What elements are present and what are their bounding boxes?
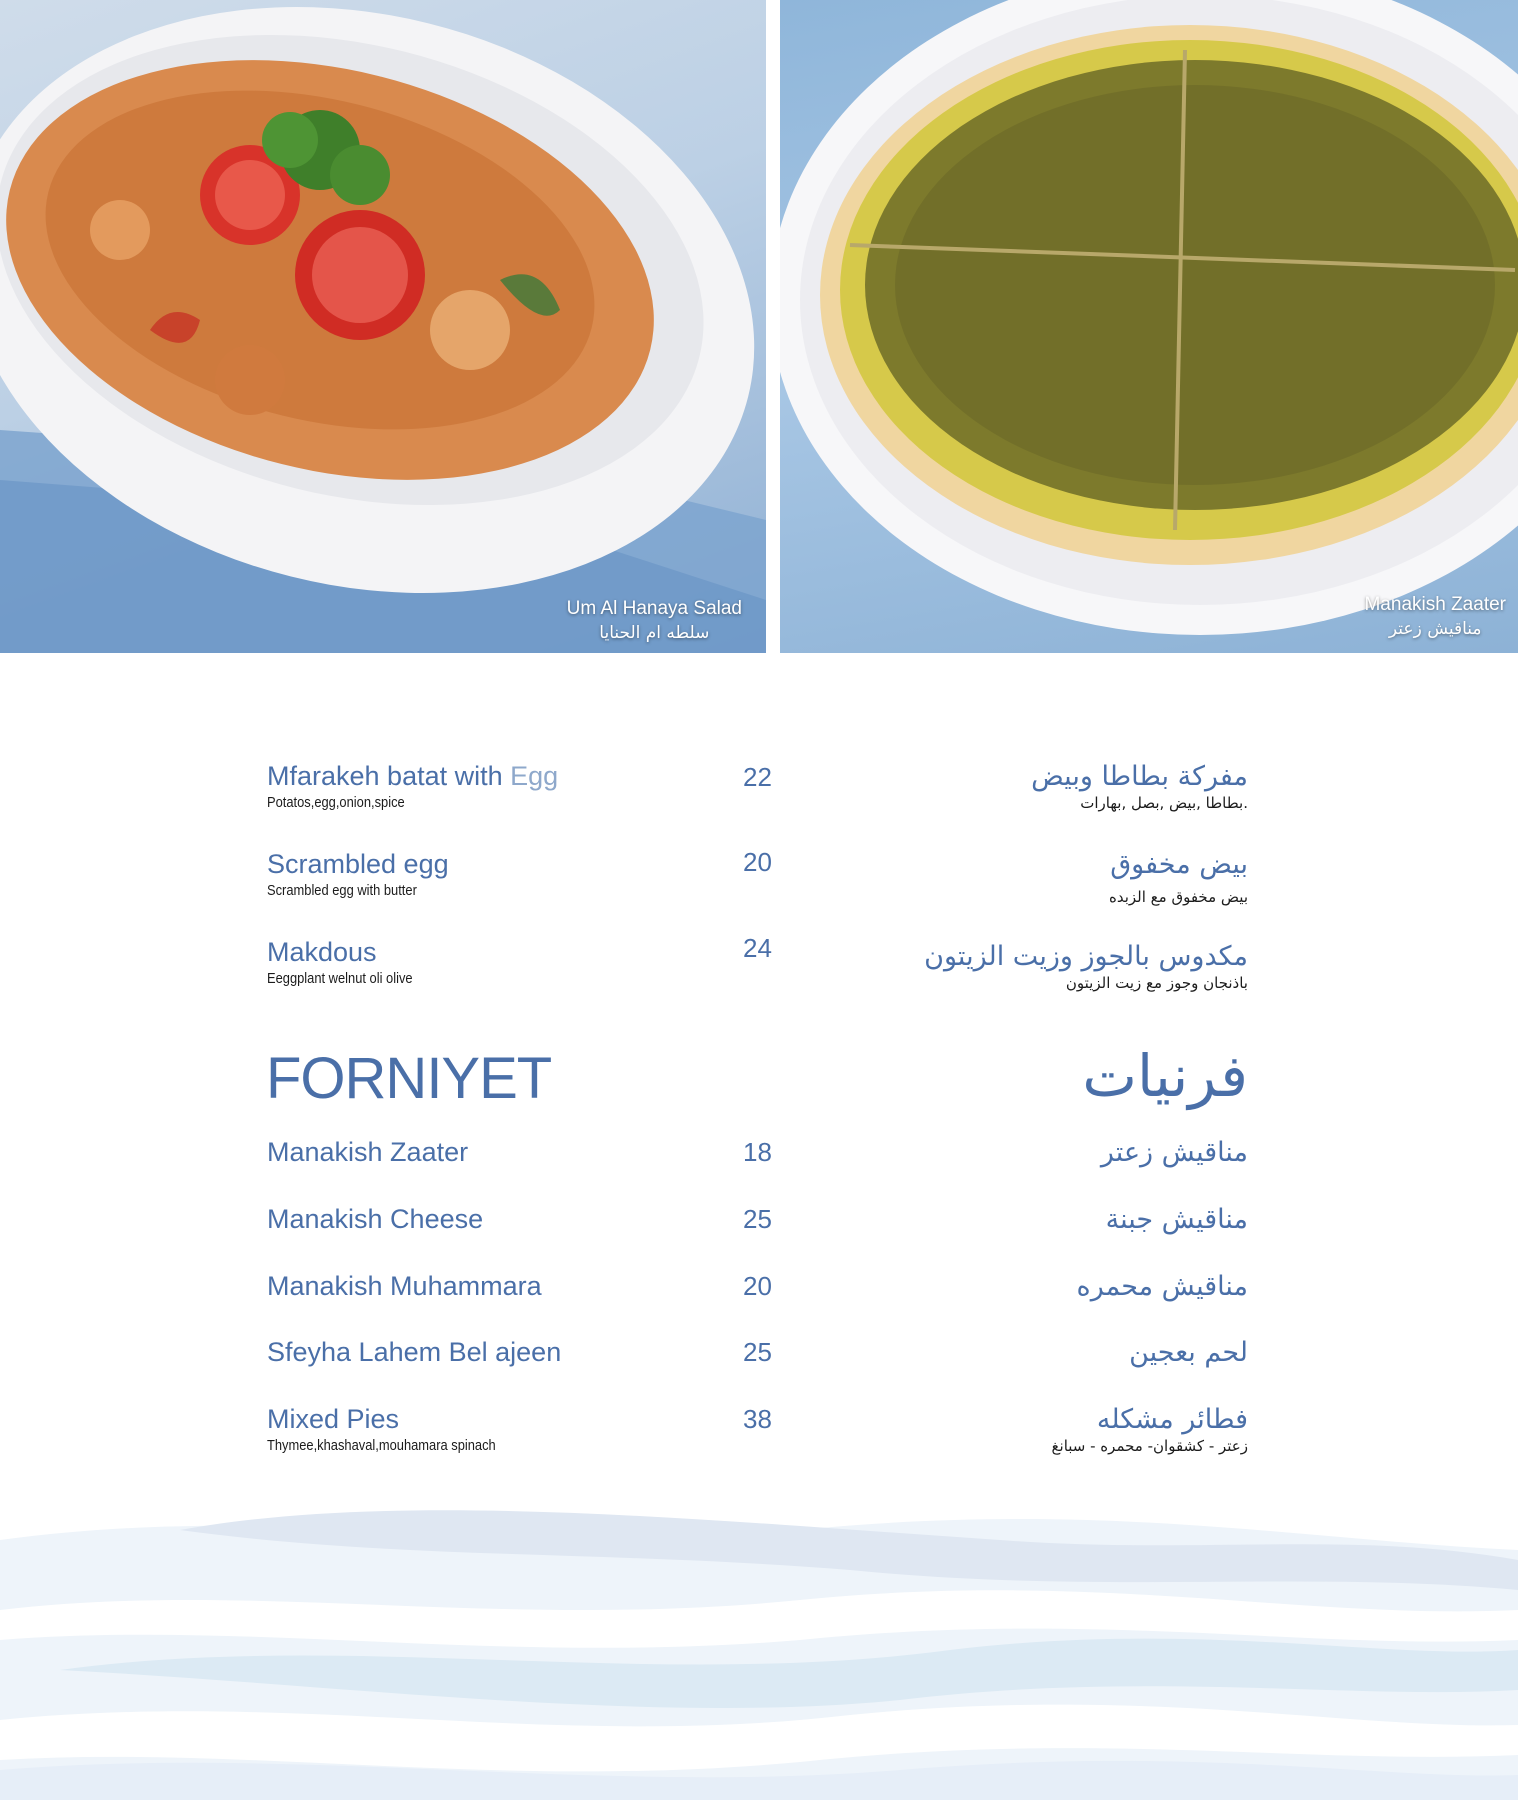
item-description: Potatos,egg,onion,spice: [267, 794, 405, 811]
menu-item-ar: [1077, 1270, 1248, 1304]
item-name-ar: بيض مخفوق: [1110, 849, 1248, 880]
manakish-illustration: [780, 0, 1518, 653]
item-description: Thymee,khashaval,mouhamara spinach: [267, 1437, 496, 1454]
section-title: FORNIYET: [266, 1046, 552, 1111]
menu-item-ar: [1109, 848, 1248, 906]
photo-manakish-zaater: [780, 0, 1518, 653]
menu-item-en: [267, 848, 449, 899]
item-name: Manakish Cheese: [267, 1204, 484, 1234]
caption-en: Um Al Hanaya Salad: [566, 598, 742, 619]
photo-caption: [567, 597, 742, 645]
item-description-ar: زعتر - كشقوان- محمره - سبانغ: [1051, 1437, 1248, 1455]
item-description: Eeggplant welnut oli olive: [267, 970, 413, 987]
item-price: 20: [743, 847, 772, 877]
item-price: 25: [743, 1337, 772, 1367]
caption-ar: سلطه ام الحنايا: [599, 623, 710, 643]
item-name-ar: لحم بعجين: [1129, 1337, 1248, 1368]
item-name: Mixed Pies: [267, 1404, 400, 1434]
item-name-ar: مناقيش زعتر: [1100, 1137, 1248, 1168]
menu-item-en: [267, 1270, 542, 1302]
item-description-ar: بيض مخفوق مع الزبده: [1108, 888, 1248, 906]
item-name-ar: مفركة بطاطا وبيض: [1031, 761, 1248, 792]
caption-ar: مناقيش زعتر: [1388, 619, 1482, 639]
menu-item-ar: [1101, 1136, 1248, 1170]
item-description: Scrambled egg with butter: [267, 882, 417, 899]
item-price: 24: [743, 933, 772, 963]
item-name-ar: فطائر مشكله: [1096, 1404, 1248, 1435]
section-title-ar: فرنيات: [1082, 1042, 1248, 1110]
item-name-ar: مناقيش محمره: [1076, 1271, 1248, 1302]
decorative-waves: [0, 1500, 1518, 1800]
item-name: Makdous: [267, 937, 377, 967]
menu-item-ar: [1052, 1403, 1248, 1455]
item-name-ar: مناقيش جبنة: [1105, 1204, 1248, 1235]
item-description-ar: .بطاطا ,بيض ,بصل ,بهارات: [1080, 794, 1248, 812]
item-description-ar: باذنجان وجوز مع زيت الزيتون: [1065, 974, 1248, 992]
item-name: Manakish Zaater: [267, 1137, 469, 1167]
menu-item-en: [267, 1136, 468, 1168]
menu-item-ar: [1031, 760, 1248, 812]
item-name: Manakish Muhammara: [267, 1271, 542, 1301]
menu-item-en: [267, 936, 436, 987]
item-price: 25: [743, 1204, 772, 1234]
menu-item-ar: [1106, 1203, 1248, 1237]
item-price: 20: [743, 1271, 772, 1301]
menu-item-ar: [924, 940, 1248, 992]
item-name: Scrambled egg: [267, 849, 449, 879]
item-price: 22: [743, 762, 772, 792]
item-name: Mfarakeh batat with Egg: [267, 761, 559, 791]
menu-item-en: [267, 760, 558, 811]
menu-item-en: [267, 1336, 561, 1368]
photo-caption: [1364, 593, 1506, 641]
salad-illustration: [0, 0, 766, 653]
item-name-highlight: Egg: [510, 761, 559, 791]
item-price: 18: [743, 1137, 772, 1167]
item-name: Sfeyha Lahem Bel ajeen: [267, 1337, 562, 1367]
photo-um-al-hanaya-salad: [0, 0, 766, 653]
menu-item-en: [267, 1203, 483, 1235]
caption-en: Manakish Zaater: [1364, 594, 1506, 615]
menu-item-en: [267, 1403, 533, 1454]
item-price: 38: [743, 1404, 772, 1434]
menu-item-ar: [1129, 1336, 1248, 1370]
item-name-ar: مكدوس بالجوز وزيت الزيتون: [924, 941, 1248, 972]
